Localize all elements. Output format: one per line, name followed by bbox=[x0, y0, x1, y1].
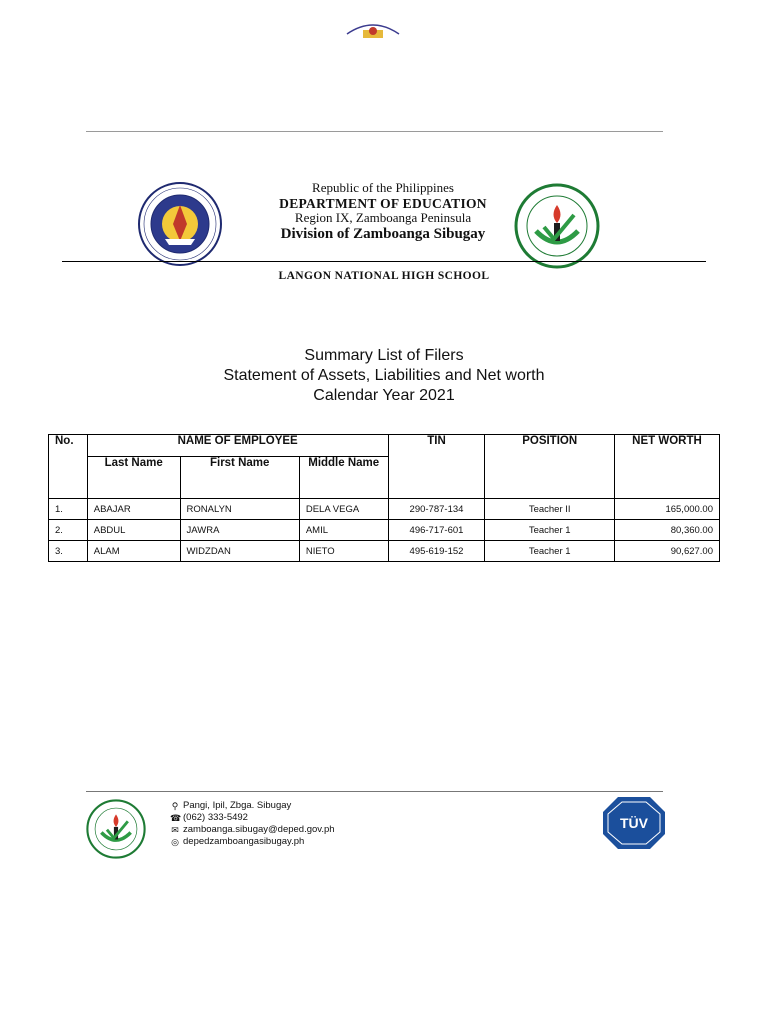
document-titles bbox=[0, 346, 768, 406]
top-divider bbox=[86, 131, 663, 132]
republic-text: Republic of the Philippines bbox=[312, 180, 454, 195]
cell-middle-name: AMIL bbox=[299, 520, 388, 541]
cell-first-name: WIDZDAN bbox=[180, 541, 299, 562]
division-text: Division of Zamboanga Sibugay bbox=[280, 226, 486, 243]
cell-tin: 495-619-152 bbox=[388, 541, 485, 562]
table-row bbox=[49, 520, 720, 541]
top-banner-logo bbox=[343, 20, 403, 40]
cell-net-worth: 90,627.00 bbox=[614, 541, 719, 562]
cell-middle-name: NIETO bbox=[299, 541, 388, 562]
cell-position: Teacher II bbox=[485, 499, 615, 520]
region-text: Region IX, Zamboanga Peninsula bbox=[294, 209, 472, 225]
cell-last-name: ABAJAR bbox=[87, 499, 180, 520]
footer-facebook-row bbox=[170, 836, 335, 848]
location-pin-icon: ⚲ bbox=[171, 801, 179, 811]
department-text: DEPARTMENT OF EDUCATION bbox=[279, 195, 487, 211]
footer-phone: (062) 333-5492 bbox=[183, 812, 248, 823]
footer-phone-row bbox=[170, 812, 335, 824]
table-row bbox=[49, 541, 720, 562]
header-block bbox=[262, 181, 504, 243]
cell-middle-name: DELA VEGA bbox=[299, 499, 388, 520]
cell-position: Teacher 1 bbox=[485, 520, 615, 541]
footer-email-row bbox=[170, 824, 335, 836]
cell-net-worth: 80,360.00 bbox=[614, 520, 719, 541]
footer-divider bbox=[86, 791, 663, 792]
cell-last-name: ALAM bbox=[87, 541, 180, 562]
footer-facebook[interactable]: depedzamboangasibugay.ph bbox=[183, 836, 305, 847]
school-name: LANGON NATIONAL HIGH SCHOOL bbox=[278, 270, 490, 282]
cell-tin: 290-787-134 bbox=[388, 499, 485, 520]
header-middle-name: Middle Name bbox=[299, 457, 388, 499]
cell-first-name: JAWRA bbox=[180, 520, 299, 541]
web-icon: ◎ bbox=[171, 837, 179, 847]
cell-no: 3. bbox=[49, 541, 88, 562]
deped-seal-left bbox=[137, 181, 223, 267]
cell-tin: 496-717-601 bbox=[388, 520, 485, 541]
filers-table bbox=[48, 434, 720, 562]
email-icon: ✉ bbox=[171, 825, 179, 835]
cell-position: Teacher 1 bbox=[485, 541, 615, 562]
title-line-3: Calendar Year 2021 bbox=[313, 387, 455, 404]
header-underline bbox=[62, 261, 706, 262]
footer-address-row bbox=[170, 800, 335, 812]
footer-email[interactable]: zamboanga.sibugay@deped.gov.ph bbox=[183, 824, 335, 835]
cell-no: 2. bbox=[49, 520, 88, 541]
deped-seal-right bbox=[514, 183, 600, 269]
header-position: POSITION bbox=[485, 435, 615, 499]
footer-address: Pangi, Ipil, Zbga. Sibugay bbox=[183, 800, 292, 811]
cell-last-name: ABDUL bbox=[87, 520, 180, 541]
header-last-name: Last Name bbox=[87, 457, 180, 499]
title-line-1: Summary List of Filers bbox=[304, 347, 464, 364]
tuv-text: TÜV bbox=[620, 815, 648, 831]
title-line-2: Statement of Assets, Liabilities and Net worth bbox=[223, 367, 545, 384]
cell-net-worth: 165,000.00 bbox=[614, 499, 719, 520]
footer-deped-seal bbox=[86, 799, 146, 859]
header-tin: TIN bbox=[388, 435, 485, 499]
cell-no: 1. bbox=[49, 499, 88, 520]
header-net-worth: NET WORTH bbox=[614, 435, 719, 499]
header-no: No. bbox=[49, 435, 88, 499]
footer-contacts bbox=[170, 800, 335, 848]
header-first-name: First Name bbox=[180, 457, 299, 499]
phone-icon: ☎ bbox=[170, 813, 182, 823]
table-row bbox=[49, 499, 720, 520]
header-name-of-employee: NAME OF EMPLOYEE bbox=[87, 435, 388, 457]
cell-first-name: RONALYN bbox=[180, 499, 299, 520]
tuv-certification-logo bbox=[602, 796, 666, 850]
